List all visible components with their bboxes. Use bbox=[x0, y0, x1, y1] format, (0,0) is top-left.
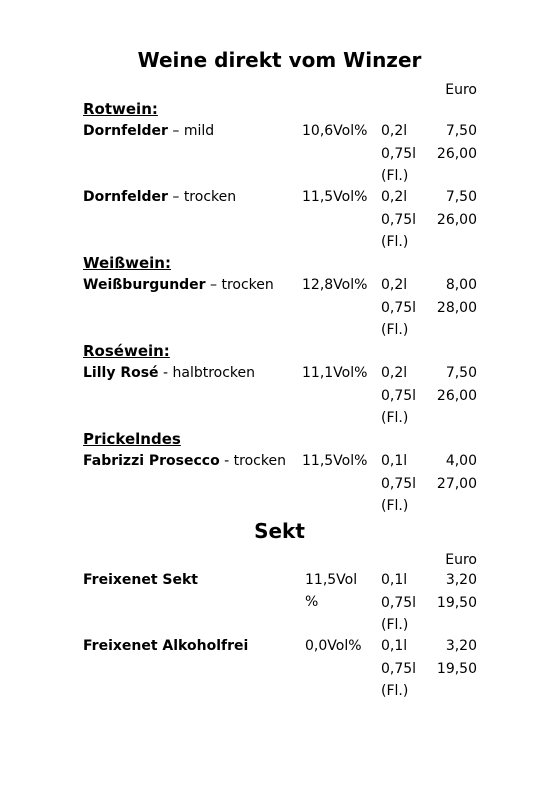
item-name: Fabrizzi Prosecco - trocken bbox=[83, 453, 286, 469]
item-sizes: 0,1l 0,75l (Fl.) bbox=[381, 572, 417, 633]
item-alcohol: 12,8Vol% bbox=[302, 277, 368, 293]
item-prices: 3,20 19,50 bbox=[436, 572, 477, 611]
item-alcohol: 0,0Vol% bbox=[305, 638, 362, 654]
section-heading-rotwein: Rotwein: bbox=[83, 100, 158, 118]
item-sizes: 0,2l 0,75l (Fl.) bbox=[381, 365, 417, 426]
section-heading-weisswein: Weißwein: bbox=[83, 254, 171, 272]
page-title: Weine direkt vom Winzer bbox=[137, 48, 422, 72]
item-prices: 7,50 26,00 bbox=[436, 123, 477, 162]
item-sizes: 0,2l 0,75l (Fl.) bbox=[381, 189, 417, 250]
item-name: Weißburgunder – trocken bbox=[83, 277, 274, 293]
section-title-sekt: Sekt bbox=[254, 519, 305, 543]
item-prices: 8,00 28,00 bbox=[436, 277, 477, 316]
item-alcohol: 10,6Vol% bbox=[302, 123, 368, 139]
section-heading-prickelndes: Prickelndes bbox=[83, 430, 181, 448]
item-alcohol: 11,5Vol % bbox=[305, 572, 358, 610]
item-name: Dornfelder – mild bbox=[83, 123, 215, 139]
item-prices: 7,50 26,00 bbox=[436, 365, 477, 404]
item-name: Lilly Rosé - halbtrocken bbox=[83, 365, 256, 381]
item-name: Freixenet Alkoholfrei bbox=[83, 638, 249, 654]
currency-header-wine: Euro bbox=[445, 82, 477, 98]
item-sizes: 0,2l 0,75l (Fl.) bbox=[381, 277, 417, 338]
item-prices: 3,20 19,50 bbox=[436, 638, 477, 677]
section-heading-rosewein: Roséwein: bbox=[83, 342, 170, 360]
item-name: Freixenet Sekt bbox=[83, 572, 199, 588]
item-alcohol: 11,1Vol% bbox=[302, 365, 368, 381]
currency-header-sekt: Euro bbox=[445, 552, 477, 568]
item-sizes: 0,1l 0,75l (Fl.) bbox=[381, 638, 417, 699]
item-name: Dornfelder – trocken bbox=[83, 189, 237, 205]
item-prices: 4,00 27,00 bbox=[436, 453, 477, 492]
item-sizes: 0,1l 0,75l (Fl.) bbox=[381, 453, 417, 514]
item-alcohol: 11,5Vol% bbox=[302, 453, 368, 469]
item-sizes: 0,2l 0,75l (Fl.) bbox=[381, 123, 417, 184]
item-alcohol: 11,5Vol% bbox=[302, 189, 368, 205]
item-prices: 7,50 26,00 bbox=[436, 189, 477, 228]
